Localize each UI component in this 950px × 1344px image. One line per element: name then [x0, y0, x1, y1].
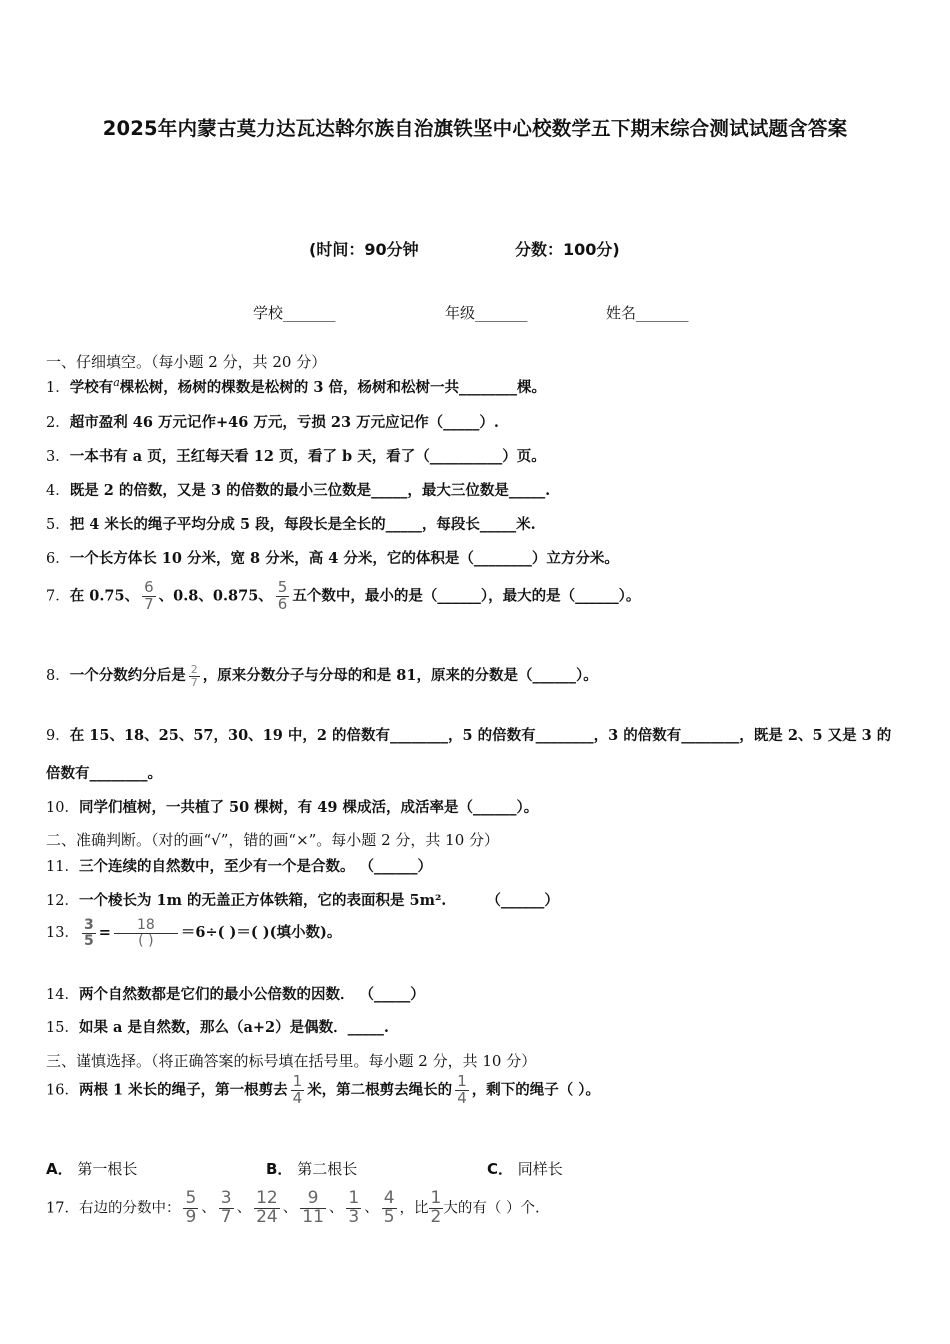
- q15-text: 如果 a 是自然数，那么（a+2）是偶数．_____.: [78, 1019, 389, 1036]
- question-17: [46, 1190, 540, 1227]
- q17-text-b: 大的有（ ）个.: [443, 1200, 540, 1217]
- fraction-separator: 、: [328, 1200, 344, 1217]
- fraction-1-4: $\frac{1}{4}$: [292, 1072, 303, 1107]
- question-14: [46, 983, 425, 1004]
- fraction-separator: 、: [201, 1200, 216, 1217]
- question-number: 11．: [46, 859, 79, 875]
- question-12: [46, 889, 559, 910]
- question-8: [46, 664, 598, 688]
- fraction-1-4-b: $\frac{1}{4}$: [457, 1072, 467, 1107]
- q12-answer-blank: （______）: [486, 892, 559, 909]
- time-info: (时间：90分钟: [309, 240, 419, 259]
- fraction-18-blank: $\frac{18}{( )}$: [114, 918, 178, 948]
- q13-rest: ＝6÷( )＝( )(填小数)。: [180, 924, 342, 942]
- q11-text: 三个连续的自然数中，至少有一个是合数。 （______）: [78, 858, 432, 875]
- question-9-continued: 倍数有________。: [46, 765, 162, 782]
- question-number: 3．: [46, 449, 70, 465]
- question-number: 12．: [46, 893, 79, 909]
- q14-text: 两个自然数都是它们的最小公倍数的因数． （_____）: [78, 986, 425, 1003]
- score-info: 分数：100分): [515, 240, 620, 259]
- q4-text: 既是 2 的倍数，又是 3 的倍数的最小三位数是_____，最大三位数是_____.: [69, 482, 551, 499]
- q5-text: 把 4 米长的绳子平均分成 5 段，每段长是全长的_____，每段长_____米.: [69, 516, 536, 533]
- option-a-text: 第一根长: [77, 1160, 138, 1178]
- question-number: 16．: [46, 1082, 79, 1099]
- question-2: [46, 411, 499, 432]
- option-c-text: 同样长: [517, 1160, 563, 1178]
- question-10: [46, 796, 538, 817]
- q1-variable: a: [113, 376, 120, 390]
- question-number: 10．: [46, 800, 79, 816]
- q7-text-a: 在 0.75、: [69, 587, 140, 605]
- fraction-5-9: $\frac{5}{9}$: [185, 1188, 197, 1227]
- question-number: 5．: [46, 517, 70, 533]
- q17-text-comma: ，比: [399, 1200, 429, 1217]
- school-field: 学校_______: [253, 304, 336, 322]
- fraction-separator: 、: [282, 1200, 298, 1217]
- question-number: 9．: [46, 728, 70, 744]
- fraction-5-6: $\frac{5}{6}$: [277, 578, 288, 613]
- q10-text: 同学们植树，一共植了 50 棵树，有 49 棵成活，成活率是（______）。: [78, 799, 539, 816]
- q8-text-b: ，原来分数分子与分母的和是 81，原来的分数是（______）。: [202, 667, 598, 685]
- question-16: [46, 1074, 600, 1107]
- fraction-9-11: $\frac{9}{11}$: [302, 1188, 324, 1227]
- fraction-3-5: $\frac{3}{5}$: [83, 917, 94, 949]
- q16-text-b: 米，第二根剪去绳长的: [307, 1081, 453, 1099]
- question-number: 7．: [46, 588, 70, 605]
- question-number: 2．: [46, 415, 70, 431]
- question-9: [46, 724, 891, 745]
- name-field: 姓名_______: [606, 304, 689, 322]
- question-number: 8．: [46, 668, 70, 685]
- q16-text-c: ，剩下的绳子（ ）。: [471, 1081, 601, 1099]
- q2-text: 超市盈利 46 万元记作+46 万元，亏损 23 万元应记作（_____）.: [69, 414, 499, 431]
- question-7: [46, 580, 640, 613]
- q17-fraction-list: [180, 1188, 399, 1227]
- question-13: [46, 918, 341, 948]
- fraction-separator: 、: [364, 1200, 379, 1217]
- fraction-3-7: $\frac{3}{7}$: [220, 1188, 232, 1227]
- question-15: [46, 1016, 389, 1037]
- fraction-1-2: $\frac{1}{2}$: [430, 1188, 442, 1227]
- question-4: [46, 479, 550, 500]
- question-3: [46, 445, 546, 466]
- q6-text: 一个长方体长 10 分米，宽 8 分米，高 4 分米，它的体积是（________）立方分米。: [69, 550, 619, 567]
- fraction-2-7: $\frac{2}{7}$: [190, 663, 198, 689]
- q3-text: 一本书有 a 页，王红每天看 12 页，看了 b 天，看了（__________）页。: [69, 448, 546, 465]
- question-5: [46, 513, 536, 534]
- q12-text: 一个棱长为 1m 的无盖正方体铁箱，它的表面积是 5m².: [78, 892, 447, 909]
- question-1: [46, 376, 546, 397]
- option-b-label: B．: [266, 1160, 293, 1178]
- fraction-separator: 、: [236, 1200, 252, 1217]
- option-c[interactable]: [487, 1158, 563, 1179]
- option-a-label: A．: [46, 1160, 73, 1178]
- fraction-4-5: $\frac{4}{5}$: [383, 1188, 395, 1227]
- q1-text-a: 学校有: [69, 379, 114, 396]
- question-number: 15．: [46, 1020, 79, 1036]
- q7-text-b: 、0.8、0.875、: [158, 587, 273, 605]
- option-c-label: C．: [487, 1160, 514, 1178]
- grade-field: 年级_______: [445, 304, 528, 322]
- q13-equals: =: [98, 924, 111, 942]
- fraction-6-7: $\frac{6}{7}$: [144, 578, 154, 613]
- section-1-heading: 一、仔细填空。（每小题 2 分，共 20 分）: [46, 353, 327, 371]
- question-11: [46, 855, 432, 876]
- question-number: 13．: [46, 925, 79, 942]
- option-b[interactable]: [266, 1158, 357, 1179]
- q1-text-b: 棵松树，杨树的棵数是松树的 3 倍，杨树和松树一共________棵。: [119, 379, 546, 396]
- fraction-12-24: $\frac{12}{24}$: [256, 1188, 278, 1227]
- section-3-heading: 三、谨慎选择。（将正确答案的标号填在括号里。每小题 2 分，共 10 分）: [46, 1052, 537, 1070]
- q16-text-a: 两根 1 米长的绳子，第一根剪去: [78, 1081, 288, 1099]
- page-title: 2025年内蒙古莫力达瓦达斡尔族自治旗铁坚中心校数学五下期末综合测试试题含答案: [102, 117, 848, 140]
- question-number: 1．: [46, 380, 70, 396]
- q17-text-a: 右边的分数中：: [78, 1200, 181, 1217]
- question-number: 6．: [46, 551, 70, 567]
- q7-text-c: 五个数中，最小的是（______），最大的是（______）。: [292, 587, 641, 605]
- option-b-text: 第二根长: [297, 1160, 358, 1178]
- question-number: 17．: [46, 1200, 79, 1217]
- section-2-heading: 二、准确判断。（对的画“√”，错的画“×”。每小题 2 分，共 10 分）: [46, 831, 500, 849]
- question-number: 4．: [46, 483, 70, 499]
- fraction-1-3: $\frac{1}{3}$: [348, 1188, 360, 1227]
- q8-text-a: 一个分数约分后是: [69, 667, 186, 685]
- question-6: [46, 547, 619, 568]
- question-number: 14．: [46, 987, 79, 1003]
- q9-line-1: 在 15、18、25、57，30、19 中，2 的倍数有________，5 的倍数有________，3 的倍数有________，既是 2、5 又是 3 的: [69, 727, 892, 744]
- option-a[interactable]: [46, 1158, 137, 1179]
